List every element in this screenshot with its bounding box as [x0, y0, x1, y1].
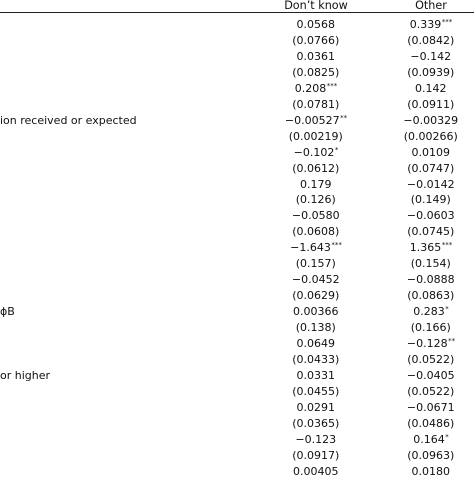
- cell-value: (0.0365): [292, 416, 340, 430]
- cell-value: −0.00329: [403, 113, 459, 127]
- table-row: [0, 81, 474, 97]
- cell-value: (0.138): [295, 321, 336, 335]
- table-row: [0, 17, 474, 33]
- table-row: [0, 448, 474, 464]
- row-label: or higher: [0, 368, 51, 382]
- cell-other: [376, 97, 474, 114]
- cell-value: 0.0361: [296, 49, 335, 63]
- cell-value: −0.102: [293, 145, 335, 159]
- cell-value: (0.0842): [407, 33, 455, 47]
- cell-other: [376, 464, 474, 481]
- row-label: ɸB: [0, 305, 15, 319]
- cell-value: 0.0180: [411, 464, 450, 478]
- table-row: [0, 464, 474, 480]
- table-row: [0, 400, 474, 416]
- cell-other: [376, 65, 474, 82]
- cell-dont-know: [261, 192, 371, 209]
- cell-dont-know: [261, 129, 371, 146]
- cell-other: [376, 368, 474, 385]
- cell-value: 0.283: [413, 305, 445, 319]
- cell-other: [376, 49, 474, 66]
- cell-other: [376, 304, 474, 321]
- table-row: [0, 224, 474, 240]
- cell-dont-know: [261, 161, 371, 178]
- column-header-other: Other: [415, 0, 447, 12]
- cell-value: (0.0629): [292, 289, 340, 303]
- cell-value: 0.0291: [296, 400, 335, 414]
- table-row: [0, 65, 474, 81]
- cell-value: 0.142: [415, 81, 447, 95]
- cell-other: [376, 113, 474, 130]
- cell-value: (0.0963): [407, 448, 455, 462]
- significance-stars: *: [445, 305, 449, 314]
- significance-stars: **: [448, 337, 456, 345]
- cell-value: 0.0109: [411, 145, 450, 159]
- table-row: [0, 272, 474, 288]
- cell-value: 0.0331: [296, 368, 335, 382]
- cell-value: (0.166): [410, 321, 451, 335]
- table-row: [0, 129, 474, 145]
- cell-dont-know: [261, 336, 371, 353]
- cell-other: [376, 17, 474, 34]
- cell-other: [376, 288, 474, 305]
- significance-stars: ***: [331, 241, 342, 250]
- cell-value: −0.0405: [406, 368, 455, 382]
- table-row: [0, 49, 474, 65]
- cell-dont-know: [261, 33, 371, 50]
- table-row: [0, 256, 474, 272]
- cell-value: (0.0917): [292, 448, 340, 462]
- cell-dont-know: [261, 256, 371, 273]
- cell-other: [376, 400, 474, 417]
- table-row: [0, 240, 474, 256]
- cell-dont-know: [261, 368, 371, 385]
- cell-value: 0.0568: [296, 18, 335, 31]
- table-row: [0, 432, 474, 448]
- cell-dont-know: [261, 65, 371, 82]
- cell-other: [376, 224, 474, 241]
- significance-stars: **: [340, 113, 348, 122]
- cell-value: (0.0522): [407, 384, 455, 398]
- cell-value: 0.179: [300, 177, 332, 191]
- cell-value: (0.149): [410, 193, 451, 207]
- cell-value: 1.365: [409, 241, 442, 255]
- table-row: [0, 416, 474, 432]
- cell-value: (0.0825): [292, 65, 340, 79]
- table-row: [0, 145, 474, 161]
- cell-value: (0.0781): [292, 97, 340, 111]
- table-row: [0, 161, 474, 177]
- cell-value: 0.0649: [296, 337, 335, 350]
- cell-value: −1.643: [290, 241, 331, 255]
- cell-value: (0.00219): [288, 129, 343, 143]
- cell-value: −0.0452: [291, 273, 340, 287]
- table-row: [0, 288, 474, 304]
- cell-value: (0.0766): [292, 33, 340, 47]
- table-row: [0, 192, 474, 208]
- cell-dont-know: [261, 432, 371, 449]
- table-row: [0, 113, 474, 129]
- cell-value: −0.0888: [406, 273, 455, 287]
- cell-other: [376, 336, 474, 353]
- cell-dont-know: [261, 464, 371, 481]
- cell-other: [376, 384, 474, 401]
- cell-value: (0.0939): [407, 65, 455, 79]
- cell-dont-know: [261, 352, 371, 369]
- row-label: ion received or expected: [0, 113, 137, 127]
- cell-dont-know: [261, 97, 371, 114]
- cell-value: 0.00366: [293, 305, 339, 319]
- cell-dont-know: [261, 288, 371, 305]
- cell-value: (0.126): [295, 193, 336, 207]
- cell-dont-know: [261, 448, 371, 465]
- cell-value: −0.0142: [406, 177, 455, 191]
- cell-other: [376, 432, 474, 449]
- cell-dont-know: [261, 145, 371, 162]
- cell-other: [376, 416, 474, 433]
- cell-value: (0.0608): [292, 225, 340, 239]
- cell-other: [376, 129, 474, 146]
- cell-dont-know: [261, 304, 371, 321]
- cell-dont-know: [261, 272, 371, 289]
- cell-other: [376, 240, 474, 257]
- cell-value: (0.0745): [407, 225, 455, 239]
- significance-stars: ***: [441, 241, 453, 250]
- cell-dont-know: [261, 113, 371, 130]
- cell-other: [376, 33, 474, 50]
- cell-dont-know: [261, 416, 371, 433]
- cell-other: [376, 448, 474, 465]
- table-row: [0, 320, 474, 336]
- significance-stars: *: [334, 145, 339, 154]
- cell-other: [376, 320, 474, 337]
- cell-dont-know: [261, 400, 371, 417]
- cell-other: [376, 352, 474, 369]
- significance-stars: *: [445, 432, 449, 441]
- table-row: [0, 33, 474, 49]
- cell-value: 0.339: [409, 18, 442, 31]
- cell-other: [376, 81, 474, 98]
- cell-value: −0.123: [295, 432, 337, 446]
- cell-dont-know: [261, 17, 371, 34]
- cell-value: 0.164: [413, 432, 445, 446]
- cell-value: −0.0603: [406, 209, 455, 223]
- cell-value: (0.157): [295, 257, 336, 271]
- cell-value: 0.208: [294, 81, 327, 95]
- significance-stars: ***: [441, 18, 453, 26]
- cell-value: (0.154): [410, 257, 451, 271]
- table-row: [0, 97, 474, 113]
- cell-dont-know: [261, 81, 371, 98]
- cell-value: −0.00527: [284, 113, 340, 127]
- cell-dont-know: [261, 320, 371, 337]
- cell-other: [376, 192, 474, 209]
- cell-value: (0.0911): [407, 97, 455, 111]
- table-row: [0, 368, 474, 384]
- table-row: [0, 208, 474, 224]
- cell-value: (0.0455): [292, 384, 340, 398]
- cell-value: −0.142: [410, 49, 452, 63]
- table-row: [0, 177, 474, 193]
- cell-other: [376, 177, 474, 194]
- table-row: [0, 304, 474, 320]
- cell-value: (0.0433): [292, 352, 340, 366]
- cell-dont-know: [261, 177, 371, 194]
- cell-other: [376, 208, 474, 225]
- cell-other: [376, 272, 474, 289]
- cell-value: (0.0522): [407, 352, 455, 366]
- cell-dont-know: [261, 224, 371, 241]
- cell-value: (0.0612): [292, 161, 340, 175]
- cell-dont-know: [261, 384, 371, 401]
- cell-dont-know: [261, 240, 371, 257]
- cell-value: (0.0863): [407, 289, 455, 303]
- cell-other: [376, 145, 474, 162]
- cell-value: 0.00405: [293, 464, 339, 478]
- cell-value: (0.0486): [407, 416, 455, 430]
- cell-value: −0.128: [406, 337, 448, 350]
- cell-other: [376, 256, 474, 273]
- cell-value: −0.0671: [406, 400, 455, 414]
- table-row: [0, 352, 474, 368]
- cell-value: (0.0747): [407, 161, 455, 175]
- cell-dont-know: [261, 208, 371, 225]
- column-header-dont-know: Don’t know: [284, 0, 348, 12]
- table-row: [0, 336, 474, 352]
- cell-dont-know: [261, 49, 371, 66]
- table-row: [0, 384, 474, 400]
- significance-stars: ***: [326, 81, 338, 90]
- cell-other: [376, 161, 474, 178]
- cell-value: (0.00266): [403, 129, 458, 143]
- cell-value: −0.0580: [291, 209, 340, 223]
